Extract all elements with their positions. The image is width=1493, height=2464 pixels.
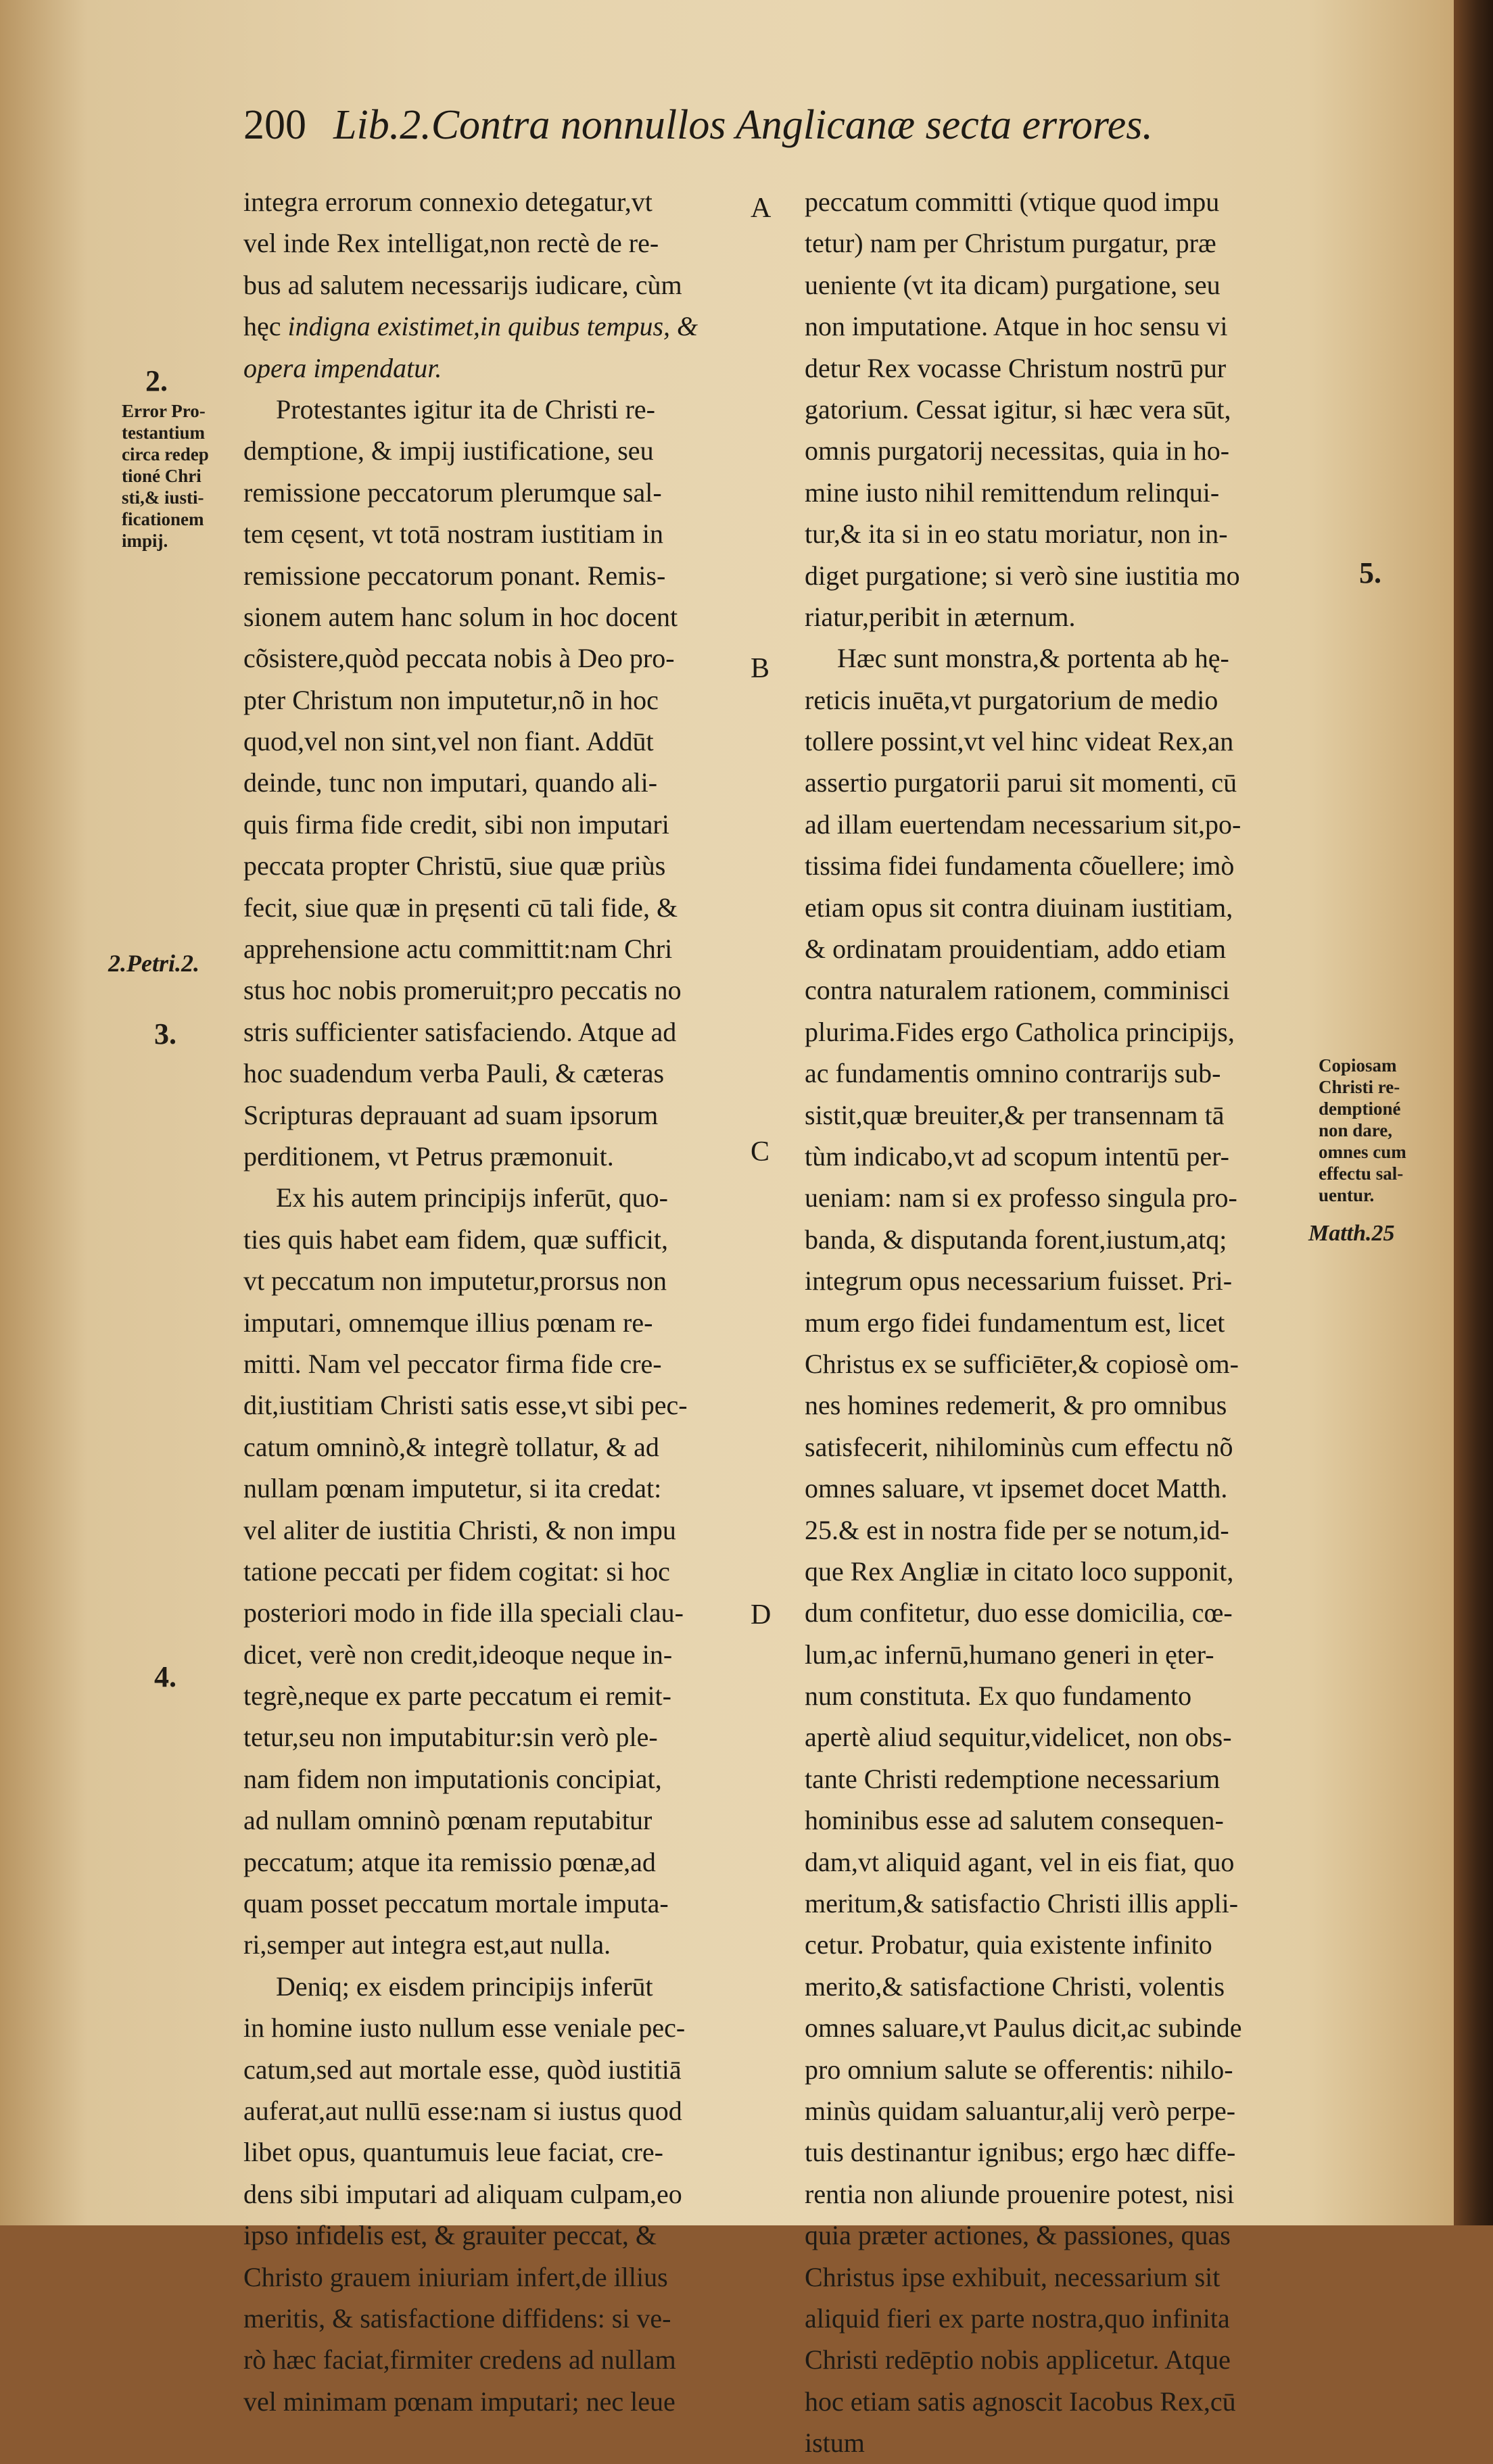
text-line [243,2173,744,2215]
text-run: vel minimam pœnam imputari; nec leue [243,2386,676,2417]
text-line [805,928,1298,969]
text-run: nam fidem non imputationis concipiat, [243,1763,662,1794]
text-line [243,1634,744,1675]
text-run: Christus ipse exhibuit, necessarium sit [805,2261,1221,2292]
text-line [243,2090,744,2131]
text-run: diget purgatione; si verò sine iustitia mo [805,560,1240,591]
text-line [243,1426,744,1468]
text-line [243,264,744,306]
text-line [243,2131,744,2173]
text-run: tatione peccati per fidem cogitat: si hoc [243,1555,670,1587]
section-letter: C [751,1136,770,1167]
text-line [243,1758,744,1799]
text-run: integrum opus necessarium fuisset. Pri- [805,1265,1233,1297]
text-run: tuis destinantur ignibus; ergo hæc diffe- [805,2137,1236,2168]
margin-number: 2. [145,364,168,397]
text-line [805,721,1298,762]
text-line [243,969,744,1011]
text-line [805,1966,1298,2007]
text-run: quod,vel non sint,vel non fiant. Addūt [243,726,654,757]
text-run: Protestantes igitur ita de Christi re- [276,393,655,425]
text-run: assertio purgatorii parui sit momenti, cū [805,767,1237,798]
text-run: meritis, & satisfactione diffidens: si ve- [243,2302,671,2334]
italic-run: indigna existimet,in quibus tempus, & [287,311,698,342]
text-line [805,2339,1298,2380]
text-run: tur,& ita si in eo statu moriatur, non in- [805,518,1228,550]
text-line [805,845,1298,886]
text-line [243,1551,744,1592]
text-run: mum ergo fidei fundamentum est, licet [805,1307,1225,1338]
text-line [243,2256,744,2298]
text-line [243,845,744,886]
text-run: omnes saluare, vt ipsemet docet Matth. [805,1473,1228,1504]
text-line [805,1343,1298,1384]
text-run: remissione peccatorum plerumque sal- [243,477,662,508]
text-line [805,1841,1298,1883]
text-run: vel aliter de iustitia Christi, & non impu [243,1514,676,1545]
text-line [243,2381,744,2422]
text-run: remissione peccatorum ponant. Remis- [243,560,666,591]
text-line [243,513,744,554]
text-run: cõsistere,quòd peccata nobis à Deo pro- [243,643,675,674]
text-run: Christo grauem iniuriam infert,de illius [243,2261,668,2292]
text-run: ueniam: nam si ex professo singula pro- [805,1182,1237,1213]
text-run: omnes saluare,vt Paulus dicit,ac subinde [805,2012,1242,2044]
text-run: banda, & disputanda forent,iustum,atq; [805,1224,1227,1255]
text-run: lum,ac infernū,humano generi in ęter- [805,1639,1214,1670]
text-line [805,1758,1298,1799]
text-line [805,2381,1298,2422]
text-run: deinde, tunc non imputari, quando ali- [243,767,658,798]
text-run: nullam pœnam imputetur, si ita credat: [243,1473,662,1504]
text-run: tetur) nam per Christum purgatur, præ [805,228,1216,259]
text-line [805,1716,1298,1758]
text-run: dam,vt aliquid agant, vel in eis fiat, quo [805,1846,1235,1877]
text-line [805,1509,1298,1551]
text-line [243,1924,744,1965]
text-line [805,804,1298,845]
text-run: satisfecerit, nihilominùs cum effectu nõ [805,1431,1233,1462]
text-run: hominibus esse ad salutem consequen- [805,1805,1224,1836]
page-number: 200 [243,102,306,148]
text-line [243,928,744,969]
text-run: vt peccatum non imputetur,prorsus non [243,1265,667,1297]
text-line [805,2090,1298,2131]
text-run: ties quis habet eam fidem, quæ sufficit, [243,1224,669,1255]
section-letter: B [751,653,770,684]
text-line [805,2173,1298,2215]
text-line [805,2215,1298,2256]
section-letter: A [751,193,772,224]
text-line [243,1302,744,1343]
text-run: tùm indicabo,vt ad scopum intentū per- [805,1140,1229,1171]
text-run: Hæc sunt monstra,& portenta ab hę- [837,643,1229,674]
text-line [805,1675,1298,1716]
text-line [805,264,1298,306]
text-run: & ordinatam prouidentiam, addo etiam [805,934,1227,965]
text-line [805,1551,1298,1592]
text-line [805,969,1298,1011]
text-line [805,306,1298,347]
text-line [243,1219,744,1260]
text-run: Christi redēptio nobis applicetur. Atque [805,2344,1231,2375]
text-run: hoc suadendum verba Pauli, & cæteras [243,1058,665,1089]
text-run: vel inde Rex intelligat,non rectè de re- [243,228,659,259]
text-line [805,222,1298,264]
text-run: nes homines redemerit, & pro omnibus [805,1390,1227,1421]
text-run: dit,iustitiam Christi satis esse,vt sibi pec- [243,1390,688,1421]
text-line [243,679,744,721]
text-run: ueniente (vt ita dicam) purgatione, seu [805,269,1221,300]
text-run: etiam opus sit contra diuinam iustitiam, [805,892,1233,923]
text-line [805,1883,1298,1924]
text-line [243,1799,744,1841]
text-line [805,1924,1298,1965]
text-line [805,430,1298,471]
text-line [805,389,1298,430]
page-header [243,101,1258,176]
text-line [243,2215,744,2256]
text-line [243,1053,744,1094]
text-run: dicet, verè non credit,ideoque neque in- [243,1639,673,1670]
text-run: ad nullam omninò pœnam reputabitur [243,1805,653,1836]
text-line [805,2422,1298,2463]
text-run: in homine iusto nullum esse veniale pec- [243,2012,686,2044]
text-line [243,430,744,471]
text-line [805,1799,1298,1841]
text-run: perditionem, vt Petrus præmonuit. [243,1140,614,1171]
text-line [243,555,744,596]
text-run: integra errorum connexio detegatur,vt [243,187,653,217]
text-line [805,596,1298,637]
text-run: hęc [243,311,288,342]
text-line [805,1219,1298,1260]
margin-reference: 2.Petri.2. [108,950,199,977]
text-run: peccatum committi (vtique quod impu [805,187,1220,217]
text-run: imputari, omnemque illius pœnam re- [243,1307,653,1338]
text-line [805,762,1298,803]
text-line [243,1136,744,1177]
text-run: quia præter actiones, & passiones, quas [805,2220,1231,2251]
text-line [243,1384,744,1426]
text-line [805,1468,1298,1509]
text-run: tante Christi redemptione necessarium [805,1763,1221,1794]
text-line [805,513,1298,554]
text-run: 25.& est in nostra fide per se notum,id- [805,1514,1229,1545]
text-line [805,1302,1298,1343]
text-run: sionem autem hanc solum in hoc docent [243,601,678,632]
text-line [805,1634,1298,1675]
text-run: omnis purgatorij necessitas, quia in ho- [805,435,1230,466]
text-line [243,2049,744,2090]
text-line [243,306,744,347]
text-line [243,887,744,928]
text-run: que Rex Angliæ in citato loco supponit, [805,1555,1234,1587]
text-line [243,1177,744,1218]
text-line [805,555,1298,596]
running-title: Lib.2.Contra nonnullos Anglicanæ secta errores. [333,102,1153,148]
text-run: hoc etiam satis agnoscit Iacobus Rex,cū [805,2386,1236,2417]
text-run: ad illam euertendam necessarium sit,po- [805,808,1241,840]
text-run: non imputatione. Atque in hoc sensu vi [805,311,1228,342]
text-run: merito,& satisfactione Christi, volentis [805,1971,1225,2002]
text-run: catum,sed aut mortale esse, quòd iustitiā [243,2054,682,2085]
text-line [805,1094,1298,1136]
text-run: gatorium. Cessat igitur, si hæc vera sūt, [805,393,1231,425]
text-line [805,1426,1298,1468]
text-run: tem cęsent, vt totā nostram iustitiam in [243,518,663,550]
text-line [805,2256,1298,2298]
text-run: mine iusto nihil remittendum relinqui- [805,477,1220,508]
text-run: minùs quidam saluantur,alij verò perpe- [805,2095,1236,2126]
margin-note-right: Copiosam Christi re- demptioné non dare, omnes cum effectu sal- uentur. [1319,1055,1406,1205]
text-line [243,637,744,679]
margin-note-left: Error Pro- testantium circa redep tioné Chri sti,& iusti- ficationem impij. [122,401,209,551]
left-text-column [243,181,744,2422]
text-run: contra naturalem rationem, comminisci [805,975,1230,1006]
text-run: detur Rex vocasse Christum nostrū pur [805,352,1227,383]
text-line [805,887,1298,928]
text-line [243,1883,744,1924]
text-run: apprehensione actu committit:nam Chri [243,934,673,965]
text-run: istum [805,2427,865,2459]
text-line [805,2049,1298,2090]
text-line [805,1177,1298,1218]
text-run: bus ad salutem necessarijs iudicare, cùm [243,269,682,300]
text-line [805,2131,1298,2173]
text-line [805,181,1298,222]
text-line [805,472,1298,513]
text-run: plurima.Fides ergo Catholica principijs, [805,1016,1235,1047]
margin-number: 3. [154,1017,176,1050]
text-run: catum omninò,& integrè tollatur, & ad [243,1431,659,1462]
text-line [243,2007,744,2048]
right-text-column [805,181,1298,2463]
text-run: demptione, & impij iustificatione, seu [243,435,654,466]
text-run: ri,semper aut integra est,aut nulla. [243,1929,611,1960]
text-line [243,1675,744,1716]
text-line [243,1468,744,1509]
text-run: libet opus, quantumuis leue faciat, cre- [243,2137,663,2168]
text-line [243,2298,744,2339]
text-line [805,1011,1298,1053]
text-run: stus hoc nobis promeruit;pro peccatis no [243,975,682,1006]
text-line [243,1260,744,1301]
text-run: Ex his autem principijs inferūt, quo- [276,1182,668,1213]
text-line [243,347,744,389]
text-run: Deniq; ex eisdem principijs inferūt [276,1971,653,2002]
text-line [805,1053,1298,1094]
text-run: posteriori modo in fide illa speciali clau- [243,1597,684,1628]
text-line [243,389,744,430]
text-line [243,472,744,513]
text-run: meritum,& satisfactio Christi illis appli- [805,1888,1239,1919]
text-run: peccata propter Christū, siue quæ priùs [243,850,666,881]
text-run: pter Christum non imputetur,nõ in hoc [243,684,659,715]
text-line [243,1841,744,1883]
text-run: stris sufficienter satisfaciendo. Atque ad [243,1016,677,1047]
text-run: quam posset peccatum mortale imputa- [243,1888,669,1919]
text-run: peccatum; atque ita remissio pœnæ,ad [243,1846,656,1877]
text-line [243,1592,744,1633]
section-letter: D [751,1599,772,1630]
book-edge [1454,0,1493,2225]
text-run: pro omnium salute se offerentis: nihilo- [805,2054,1233,2085]
text-line [805,679,1298,721]
text-run: auferat,aut nullū esse:nam si iustus quod [243,2095,682,2126]
text-line [243,1966,744,2007]
text-run: tissima fidei fundamenta cõuellere; imò [805,850,1235,881]
text-line [805,2298,1298,2339]
text-line [243,596,744,637]
text-run: rò hæc faciat,firmiter credens ad nullam [243,2344,676,2375]
text-line [243,181,744,222]
text-line [805,1260,1298,1301]
text-line [805,637,1298,679]
text-run: tegrè,neque ex parte peccatum ei remit- [243,1681,671,1712]
text-line [243,721,744,762]
text-line [243,1509,744,1551]
text-line [805,1384,1298,1426]
text-run: fecit, siue quæ in pręsenti cū tali fide, & [243,892,678,923]
text-run: aliquid fieri ex parte nostra,quo infinita [805,2302,1230,2334]
text-run: ipso infidelis est, & grauiter peccat, & [243,2220,657,2251]
text-run: dum confitetur, duo esse domicilia, cœ- [805,1597,1233,1628]
text-run: rentia non aliunde prouenire potest, nisi [805,2178,1235,2209]
text-line [805,1136,1298,1177]
text-line [243,1011,744,1053]
margin-number: 5. [1359,556,1381,589]
text-line [243,222,744,264]
text-run: tetur,seu non imputabitur:sin verò ple- [243,1722,658,1753]
text-line [805,1592,1298,1633]
text-run: ac fundamentis omnino contrarijs sub- [805,1058,1221,1089]
text-run: tollere possint,vt vel hinc videat Rex,an [805,726,1234,757]
text-run: cetur. Probatur, quia existente infinito [805,1929,1212,1960]
text-line [243,1716,744,1758]
text-run: riatur,peribit in æternum. [805,601,1076,632]
text-run: Scripturas deprauant ad suam ipsorum [243,1099,659,1130]
margin-reference: Matth.25 [1308,1221,1395,1246]
text-run: reticis inuēta,vt purgatorium de medio [805,684,1218,715]
text-line [243,2339,744,2380]
text-line [243,1343,744,1384]
text-line [243,762,744,803]
text-run: quis firma fide credit, sibi non imputari [243,808,669,840]
text-run: mitti. Nam vel peccator firma fide cre- [243,1348,662,1379]
text-line [243,804,744,845]
text-line [805,347,1298,389]
italic-run: opera impendatur. [243,352,442,383]
text-run: sistit,quæ breuiter,& per transennam tā [805,1099,1225,1130]
text-run: num constituta. Ex quo fundamento [805,1681,1192,1712]
text-run: apertè aliud sequitur,videlicet, non obs- [805,1722,1232,1753]
text-run: dens sibi imputari ad aliquam culpam,eo [243,2178,682,2209]
text-run: Christus ex se sufficiēter,& copiosè om- [805,1348,1239,1379]
text-line [805,2007,1298,2048]
text-line [243,1094,744,1136]
margin-number: 4. [154,1660,176,1693]
